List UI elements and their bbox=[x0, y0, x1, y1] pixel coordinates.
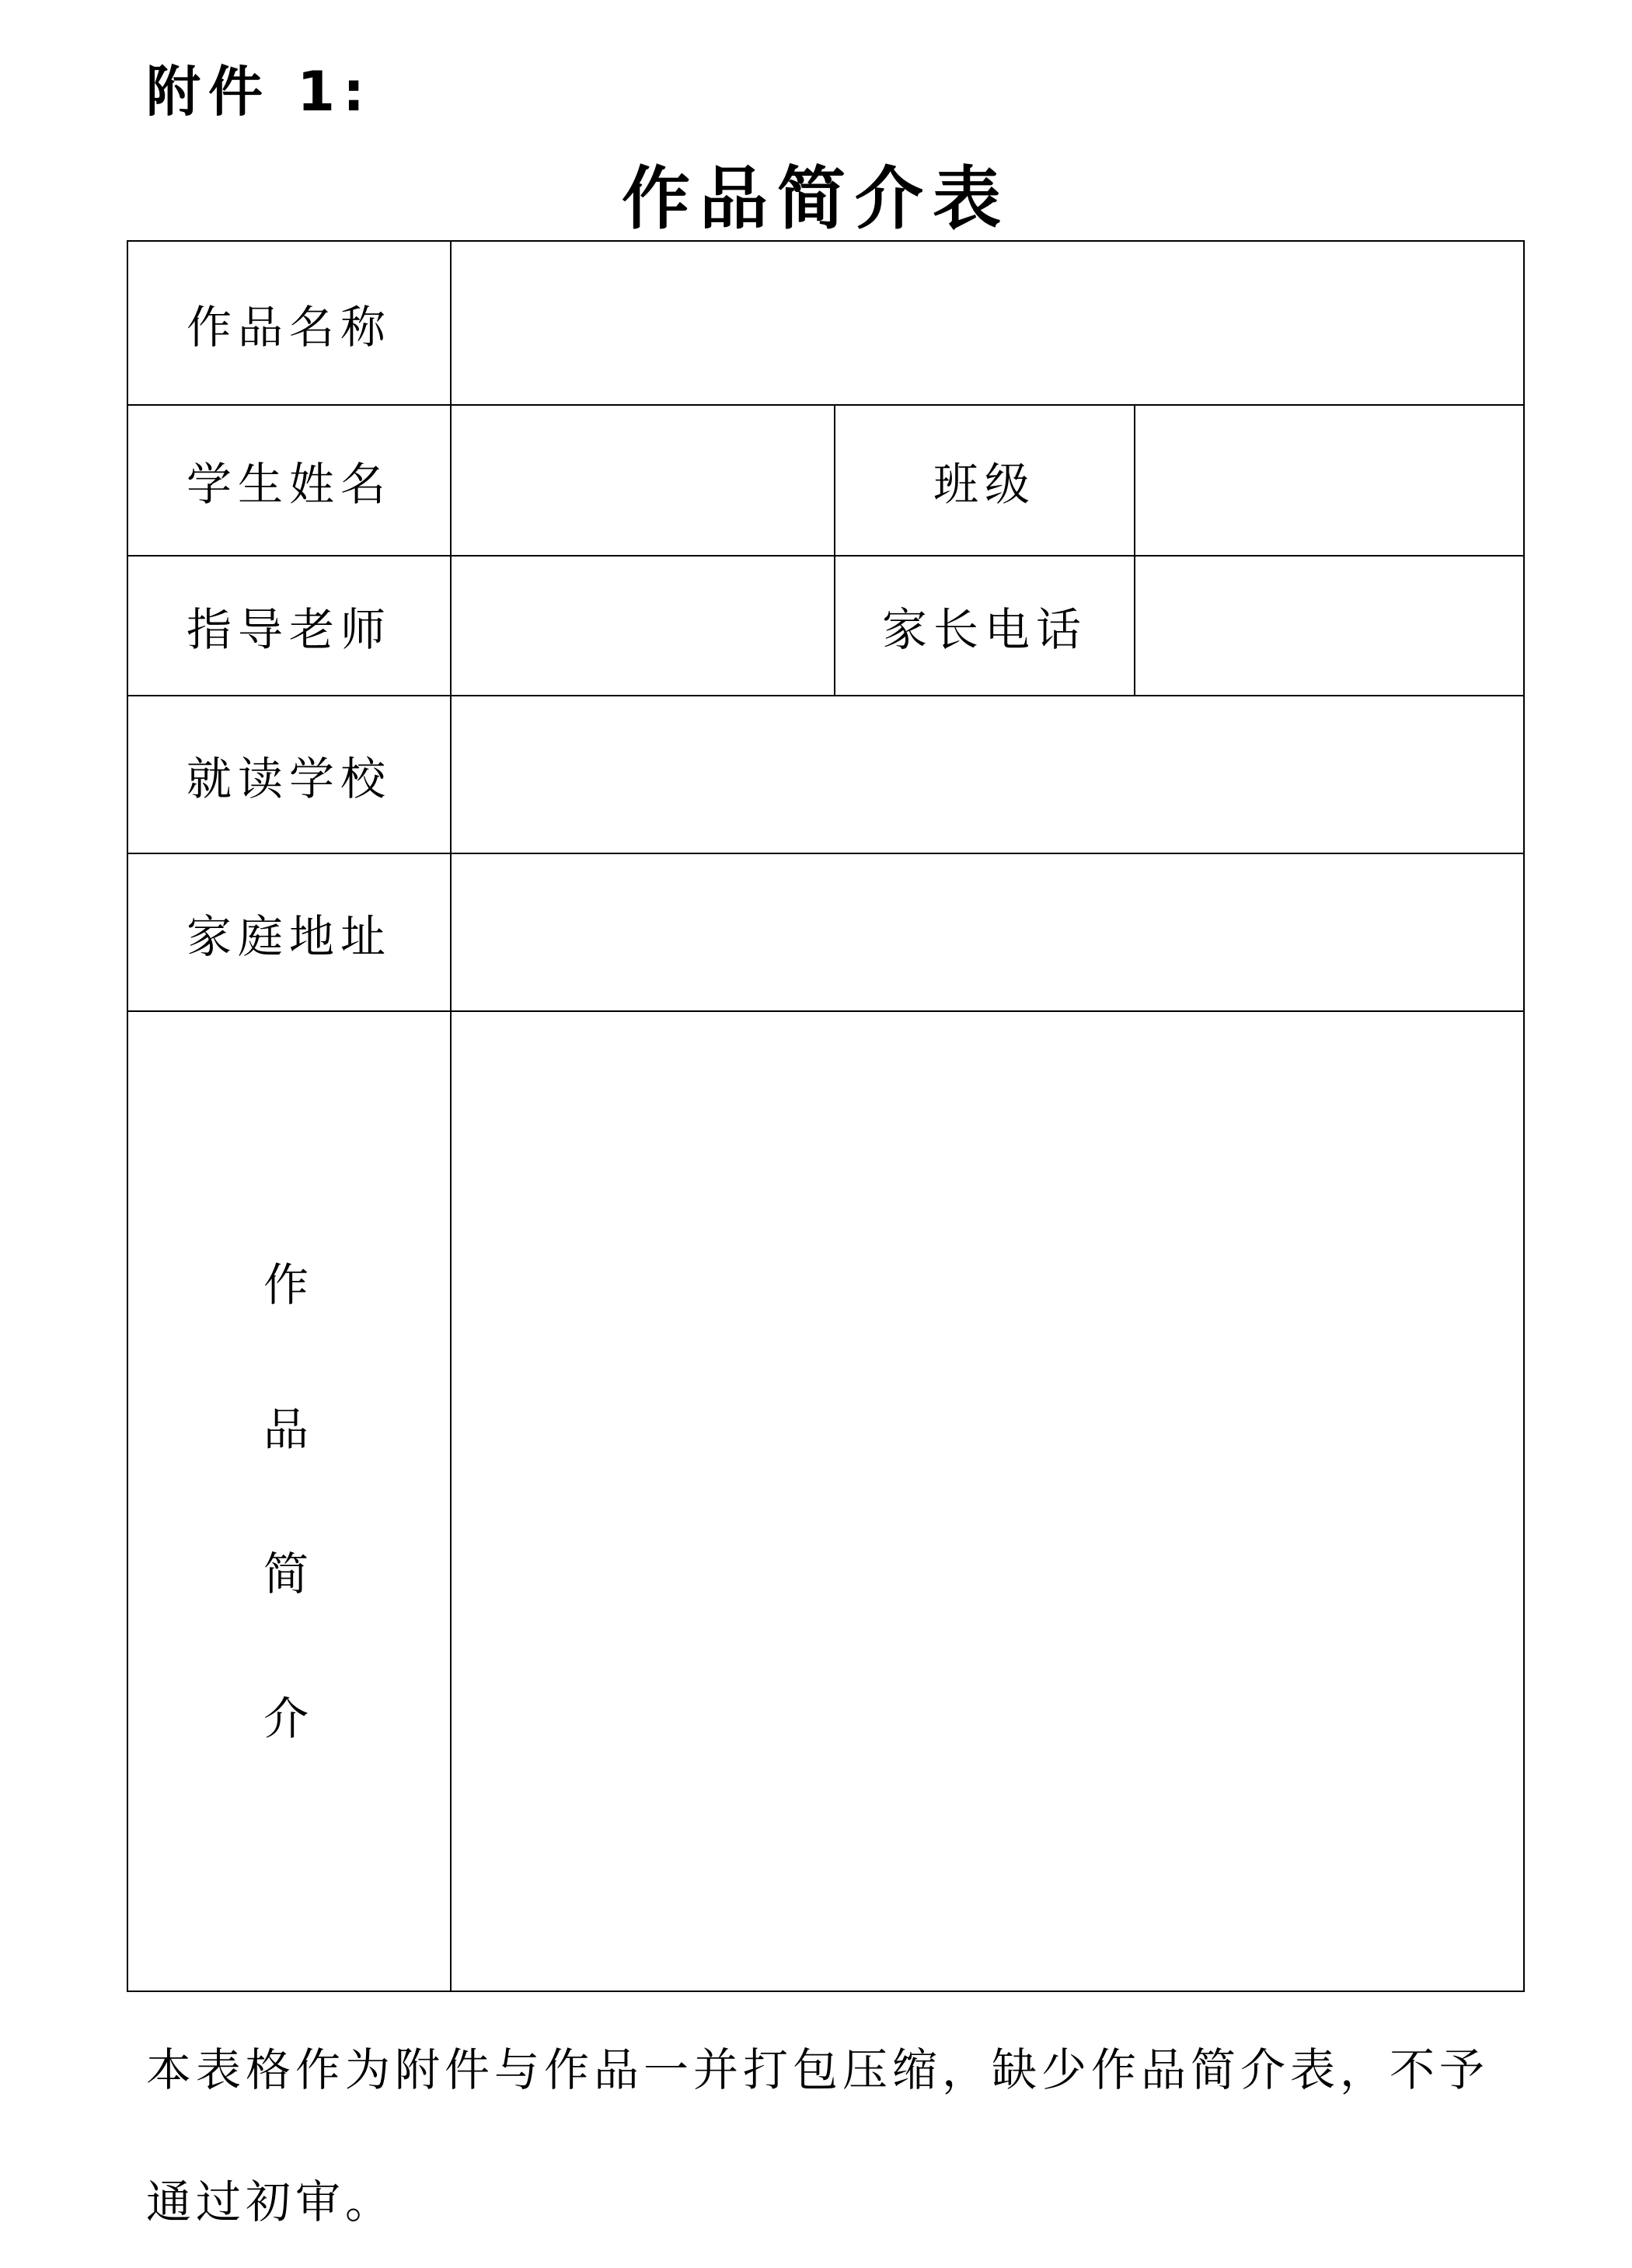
attachment-label: 附件 1: bbox=[146, 60, 373, 124]
footer-note: 本表格作为附件与作品一并打包压缩，缺少作品简介表，不予通过初审。 bbox=[146, 2043, 1490, 2228]
intro-label-char: 介 bbox=[263, 1691, 315, 1745]
row-school bbox=[127, 696, 1524, 853]
teacher-label: 指导老师 bbox=[127, 556, 451, 696]
work-name-field[interactable] bbox=[451, 241, 1524, 405]
intro-label-char: 简 bbox=[263, 1547, 315, 1600]
row-work-name bbox=[127, 241, 1524, 405]
student-name-field[interactable] bbox=[451, 405, 835, 556]
school-field[interactable] bbox=[451, 696, 1524, 853]
row-teacher-phone bbox=[127, 556, 1524, 696]
intro-label-char: 品 bbox=[263, 1402, 315, 1456]
parent-phone-label: 家长电话 bbox=[835, 556, 1135, 696]
class-field[interactable] bbox=[1135, 405, 1524, 556]
row-student-class bbox=[127, 405, 1524, 556]
address-label: 家庭地址 bbox=[127, 853, 451, 1011]
page-title: 作品简介表 bbox=[621, 159, 1010, 239]
teacher-field[interactable] bbox=[451, 556, 835, 696]
intro-label-char: 作 bbox=[263, 1258, 315, 1311]
work-name-label: 作品名称 bbox=[127, 241, 451, 405]
parent-phone-field[interactable] bbox=[1135, 556, 1524, 696]
work-intro-form bbox=[127, 240, 1525, 1992]
row-address bbox=[127, 853, 1524, 1011]
class-label: 班级 bbox=[835, 405, 1135, 556]
address-field[interactable] bbox=[451, 853, 1524, 1011]
row-intro bbox=[127, 1011, 1524, 1991]
school-label: 就读学校 bbox=[127, 696, 451, 853]
intro-label bbox=[127, 1011, 451, 1991]
student-name-label: 学生姓名 bbox=[127, 405, 451, 556]
intro-field[interactable] bbox=[451, 1011, 1524, 1991]
